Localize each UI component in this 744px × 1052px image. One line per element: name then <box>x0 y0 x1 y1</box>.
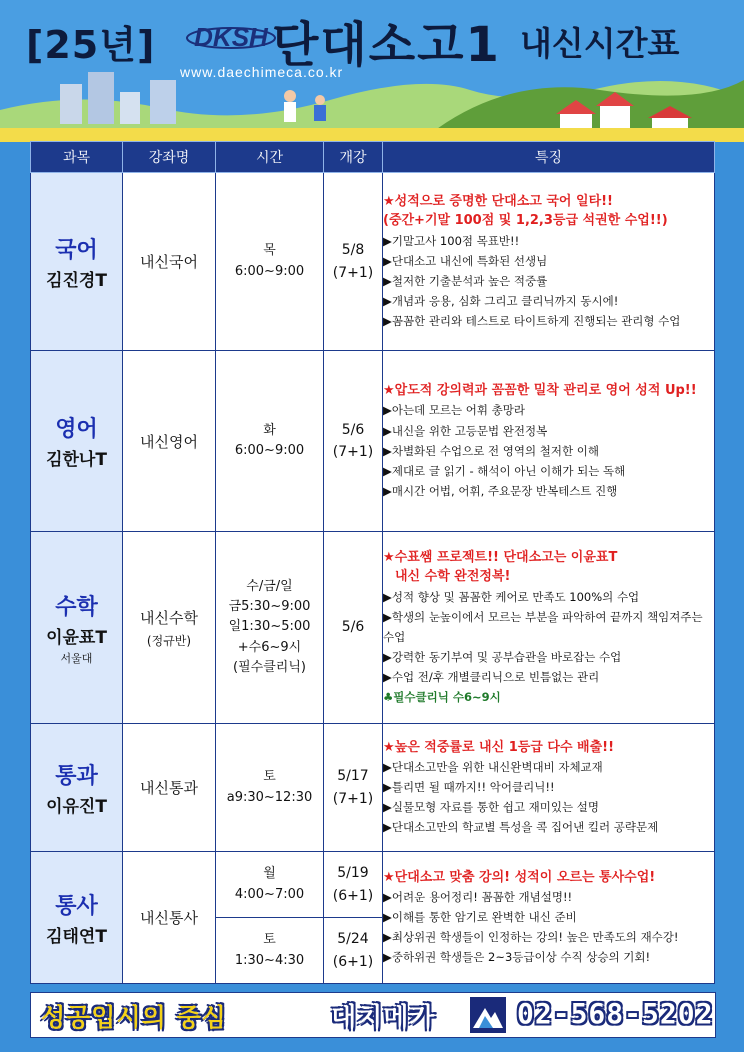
session-count: (6+1) <box>332 953 374 970</box>
features-cell <box>383 351 715 532</box>
subject-name: 통과 <box>55 763 98 789</box>
feature-item: ▶학생의 눈높이에서 모르는 부분을 파악하여 끝까지 책임져주는 수업 <box>383 609 703 644</box>
header-time: 시간 <box>216 142 324 173</box>
dksh-logo <box>186 20 276 54</box>
schedule-table <box>30 141 715 984</box>
feature-highlight: ★성적으로 증명한 단대소고 국어 일타!! <box>383 193 613 209</box>
teacher-name: 김진경T <box>46 270 107 291</box>
time-cell <box>216 532 324 724</box>
time-day: 화 <box>263 422 276 438</box>
time-wed: +수6~9시 <box>237 639 302 655</box>
time-cell <box>216 351 324 532</box>
feature-item: ▶아는데 모르는 어휘 총망라 <box>383 403 526 418</box>
feature-item: ▶개념과 응용, 심화 그리고 클리닉까지 동시에! <box>383 294 619 309</box>
teacher-name: 김한나T <box>46 450 107 470</box>
feature-item: ▶기말고사 100점 목표반!! <box>383 233 520 248</box>
mountain-logo-icon <box>469 996 507 1034</box>
subject-cell <box>31 724 123 852</box>
feature-item: ▶철저한 기출분석과 높은 적중률 <box>383 273 548 288</box>
features-cell <box>383 173 715 351</box>
course-cell <box>123 532 216 724</box>
time-hours: 1:30~4:30 <box>234 952 305 968</box>
phone-number[interactable]: 02-568-5202 <box>517 997 714 1030</box>
page-title: 단대소고1 <box>272 17 501 73</box>
features-cell <box>383 724 715 852</box>
start-cell <box>324 351 383 532</box>
feature-item: ▶차별화된 수업으로 전 영역의 철저한 이해 <box>383 443 599 458</box>
header-features: 특징 <box>383 142 715 173</box>
start-cell <box>324 918 383 984</box>
time-day: 월 <box>263 866 276 882</box>
subject-cell <box>31 351 123 532</box>
feature-item: ▶단대소고 내신에 특화된 선생님 <box>383 253 548 268</box>
header-course: 강좌명 <box>123 142 216 173</box>
time-cell <box>216 173 324 351</box>
time-sun: 일1:30~5:00 <box>228 619 311 635</box>
time-cell <box>216 918 324 984</box>
start-date: 5/8 <box>341 242 365 259</box>
session-count: (6+1) <box>332 887 374 904</box>
feature-highlight: ★높은 적중률로 내신 1등급 다수 배출!! <box>383 739 614 755</box>
feature-item: ▶꼼꼼한 관리와 테스트로 타이트하게 진행되는 관리형 수업 <box>383 314 681 329</box>
start-date: 5/6 <box>341 619 365 636</box>
table-row <box>31 852 715 918</box>
start-cell <box>324 852 383 918</box>
page-subtitle: 내신시간표 <box>520 24 680 63</box>
start-date: 5/6 <box>341 421 365 438</box>
feature-highlight-2: (중간+기말 100점 및 1,2,3등급 석권한 수업!!) <box>383 213 668 229</box>
time-cell <box>216 724 324 852</box>
feature-item: ▶실물모형 자료를 통한 쉽고 재미있는 설명 <box>383 800 599 815</box>
feature-item: ▶어려운 용어정리! 꼼꼼한 개념설명!! <box>383 890 573 904</box>
subject-cell <box>31 852 123 984</box>
features-cell <box>383 532 715 724</box>
header-start: 개강 <box>324 142 383 173</box>
start-cell <box>324 173 383 351</box>
feature-highlight: ★압도적 강의력과 꼼꼼한 밀착 관리로 영어 성적 Up!! <box>383 382 697 398</box>
subject-name: 영어 <box>55 417 98 442</box>
time-day: 목 <box>263 243 276 259</box>
feature-item: ▶중하위권 학생들은 2~3등급이상 수직 상승의 기회! <box>383 950 651 965</box>
feature-item: ▶수업 전/후 개별클리닉으로 빈틈없는 관리 <box>383 670 600 685</box>
header-subject: 과목 <box>31 142 123 173</box>
time-hours: 6:00~9:00 <box>234 263 305 279</box>
time-fri: 금5:30~9:00 <box>228 599 311 615</box>
feature-item: ▶강력한 동기부여 및 공부습관을 바로잡는 수업 <box>383 650 622 664</box>
time-hours: 4:00~7:00 <box>234 886 305 902</box>
feature-item: ▶성적 향상 및 꼼꼼한 케어로 만족도 100%의 수업 <box>383 589 640 604</box>
time-hours: a9:30~12:30 <box>226 789 313 805</box>
subject-name: 수학 <box>55 594 98 620</box>
subject-name: 국어 <box>55 237 98 263</box>
start-date: 5/19 <box>337 865 369 882</box>
table-row <box>31 724 715 852</box>
feature-item: ▶단대소고만의 학교별 특성을 콕 집어낸 킬러 공략문제 <box>383 820 659 835</box>
table-row <box>31 532 715 724</box>
start-cell <box>324 724 383 852</box>
teacher-name: 이윤표T <box>46 627 107 648</box>
time-days: 수/금/일 <box>246 579 293 595</box>
session-count: (7+1) <box>332 790 374 807</box>
feature-item: ▶최상위권 학생들이 인정하는 강의! 높은 만족도의 재수강! <box>383 930 679 945</box>
course-name: 내신통사 <box>123 852 216 984</box>
logo-text: DKSH <box>194 22 268 52</box>
time-cell <box>216 852 324 918</box>
course-name: 내신국어 <box>123 173 216 351</box>
features-cell <box>383 852 715 984</box>
header-banner <box>0 0 744 142</box>
year-label: [25년] <box>26 23 156 67</box>
landscape-illustration <box>0 70 744 142</box>
course-name: 내신통과 <box>123 724 216 852</box>
feature-item: ▶매시간 어법, 어휘, 주요문장 반복테스트 진행 <box>383 483 618 498</box>
clinic-note: ♣필수클리닉 수6~9시 <box>383 690 501 705</box>
time-day: 토 <box>263 932 276 948</box>
teacher-school: 서울대 <box>60 651 93 665</box>
feature-item: ▶내신을 위한 고등문법 완전정복 <box>383 423 548 438</box>
feature-item: ▶제대로 글 읽기 - 해석이 아닌 이해가 되는 독해 <box>383 463 626 478</box>
feature-item: ▶이해를 통한 암기로 완벽한 내신 준비 <box>383 910 577 925</box>
footer-banner <box>30 992 716 1038</box>
subject-name: 통사 <box>55 893 98 919</box>
subject-cell <box>31 532 123 724</box>
time-clinic: (필수클리닉) <box>233 659 306 675</box>
start-cell <box>324 532 383 724</box>
feature-highlight: ★수표쌤 프로젝트!! 단대소고는 이윤표T <box>383 549 618 565</box>
course-name: 내신수학 <box>140 608 198 627</box>
table-row <box>31 351 715 532</box>
table-header-row <box>31 142 715 173</box>
course-name: 내신영어 <box>123 351 216 532</box>
feature-item: ▶단대소고만을 위한 내신완벽대비 자체교재 <box>383 760 603 774</box>
start-date: 5/17 <box>337 768 369 785</box>
slogan-text: 성공입시의 중심 <box>41 1003 227 1032</box>
time-hours: 6:00~9:00 <box>234 443 305 458</box>
teacher-name: 김태연T <box>46 926 107 947</box>
table-row <box>31 173 715 351</box>
subject-cell <box>31 173 123 351</box>
teacher-name: 이유진T <box>46 796 107 817</box>
course-note: (정규반) <box>146 633 192 648</box>
brand-name: 대치메카 <box>331 1003 436 1033</box>
session-count: (7+1) <box>332 264 374 281</box>
feature-highlight-2: 내신 수학 완전정복! <box>395 569 511 585</box>
feature-item: ▶틀리면 될 때까지!! 악어클리닉!! <box>383 780 555 795</box>
start-date: 5/24 <box>337 931 369 948</box>
time-day: 토 <box>263 769 276 785</box>
website-url: www.daechimeca.co.kr <box>180 64 344 80</box>
session-count: (7+1) <box>332 444 374 460</box>
feature-highlight: ★단대소고 맞춤 강의! 성적이 오르는 통사수업! <box>383 869 656 885</box>
